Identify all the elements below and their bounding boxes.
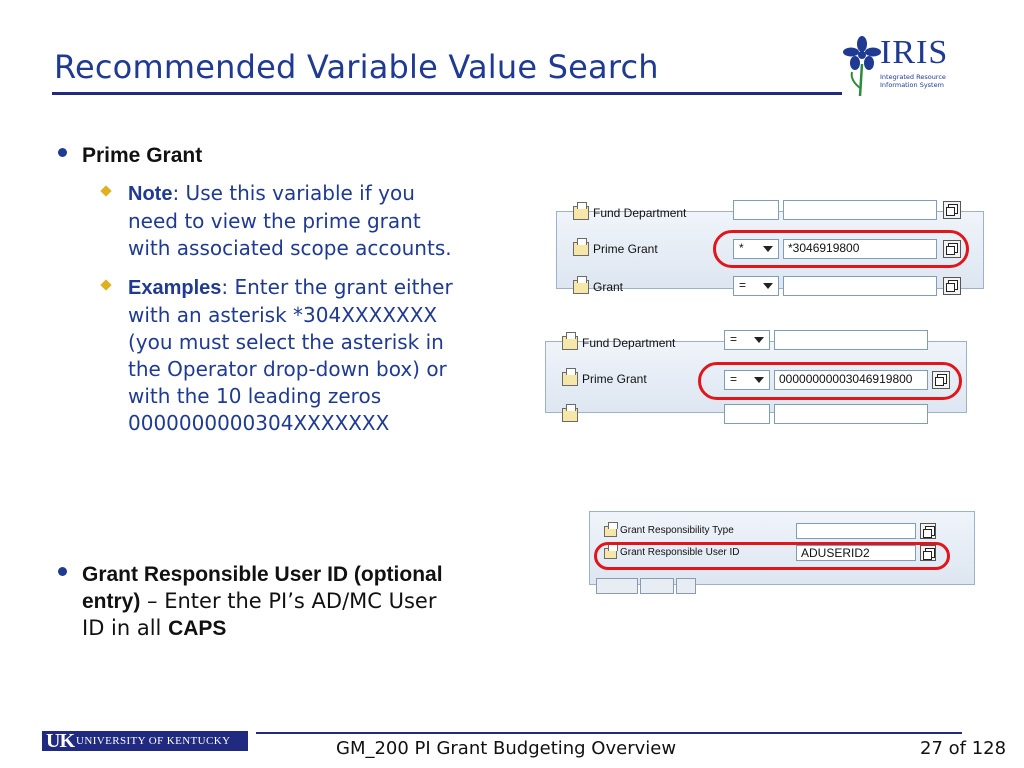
note-line-3: with associated scope accounts.	[128, 236, 452, 260]
screenshot-grant-responsible-user	[589, 511, 975, 585]
operator-field[interactable]	[724, 404, 770, 424]
value-field[interactable]	[774, 404, 928, 424]
highlight-oval	[713, 230, 969, 268]
examples-line-2: with an asterisk *304XXXXXXX	[128, 303, 438, 327]
slide-title: Recommended Variable Value Search	[54, 48, 659, 86]
row-label: Fund Department	[582, 336, 676, 350]
row-label: Grant Responsible User ID	[620, 547, 740, 558]
operator-dropdown[interactable]	[733, 276, 779, 296]
examples-line-5: with the 10 leading zeros	[128, 384, 382, 408]
caps-word: CAPS	[168, 617, 227, 640]
multiple-selection-icon[interactable]	[943, 201, 961, 219]
execute-button[interactable]	[596, 578, 638, 594]
all-button[interactable]	[676, 578, 696, 594]
operator-value: *	[739, 241, 744, 255]
fund-department-row	[546, 332, 966, 356]
operator-dropdown[interactable]	[724, 330, 770, 350]
variable-icon	[562, 408, 578, 422]
university-logo	[42, 731, 248, 751]
value-field[interactable]	[796, 523, 916, 539]
field-value: ADUSERID2	[801, 546, 870, 560]
university-name: UNIVERSITY OF KENTUCKY	[76, 735, 231, 747]
examples-label: Examples	[128, 277, 222, 299]
value-field[interactable]	[783, 200, 937, 220]
chevron-down-icon	[754, 337, 764, 343]
fund-department-row	[557, 202, 983, 226]
variable-icon	[573, 280, 589, 294]
note-line-2: need to view the prime grant	[128, 209, 421, 233]
logo-subtitle-1: Integrated Resource	[880, 73, 946, 81]
grant-user-text: – Enter the PI’s AD/MC User	[140, 589, 437, 613]
iris-logo	[842, 36, 972, 100]
uk-letters: UK	[46, 730, 74, 752]
logo-brand: IRIS	[880, 34, 949, 71]
grant-user-text-3: ID in all	[82, 616, 169, 640]
iris-flower-icon	[842, 36, 882, 100]
grant-row	[557, 276, 983, 300]
footer-course: GM_200 PI Grant Budgeting Overview	[336, 738, 677, 759]
highlight-oval	[594, 542, 950, 570]
multiple-selection-icon[interactable]	[920, 523, 936, 539]
variable-icon	[562, 336, 578, 350]
logo-subtitle-2: Information System	[880, 81, 944, 89]
bullet-dot	[58, 148, 67, 157]
examples-line-3: (you must select the asterisk in	[128, 330, 444, 354]
title-underline	[52, 92, 842, 95]
screenshot-prime-grant-zeros	[545, 332, 967, 413]
row-label: Prime Grant	[593, 242, 658, 256]
grant-user-heading-2: entry)	[82, 590, 141, 613]
note-label: Note	[128, 183, 173, 205]
screenshot-prime-grant-asterisk	[556, 206, 984, 294]
highlight-oval	[698, 362, 962, 400]
page-number: 27 of 128	[920, 738, 1007, 759]
multiple-selection-icon[interactable]	[943, 277, 961, 295]
operator-value: =	[730, 332, 738, 346]
value-field[interactable]	[774, 330, 928, 350]
row-label: Fund Department	[593, 206, 687, 220]
operator-value: =	[730, 372, 738, 386]
variable-icon	[604, 526, 617, 537]
operator-value: =	[739, 278, 747, 292]
examples-line-6: 0000000000304XXXXXXX	[128, 411, 390, 435]
variable-icon	[562, 372, 578, 386]
bullet-prime-grant: Prime Grant	[82, 144, 203, 167]
operator-field[interactable]	[733, 200, 779, 220]
chevron-down-icon	[763, 283, 773, 289]
examples-line-4: the Operator drop-down box) or	[128, 357, 447, 381]
value-field[interactable]	[783, 276, 937, 296]
grant-user-block	[82, 561, 542, 642]
variable-icon	[573, 206, 589, 220]
note-block	[128, 180, 528, 262]
note-text: : Use this variable if you	[172, 181, 415, 205]
variable-icon	[573, 242, 589, 256]
examples-block	[128, 274, 538, 437]
sub-bullet-diamond	[100, 279, 111, 290]
row-label: Grant	[593, 280, 624, 294]
footer-rule	[256, 732, 962, 734]
field-value: *3046919800	[788, 241, 860, 255]
grant-row	[546, 404, 966, 428]
bullet-dot	[58, 567, 67, 576]
examples-text: : Enter the grant either	[221, 275, 453, 299]
check-button[interactable]	[640, 578, 674, 594]
sub-bullet-diamond	[100, 185, 111, 196]
grant-user-heading: Grant Responsible User ID (optional	[82, 563, 443, 586]
row-label: Prime Grant	[582, 372, 647, 386]
row-label: Grant Responsibility Type	[620, 525, 734, 536]
field-value: 00000000003046919800	[779, 372, 913, 386]
